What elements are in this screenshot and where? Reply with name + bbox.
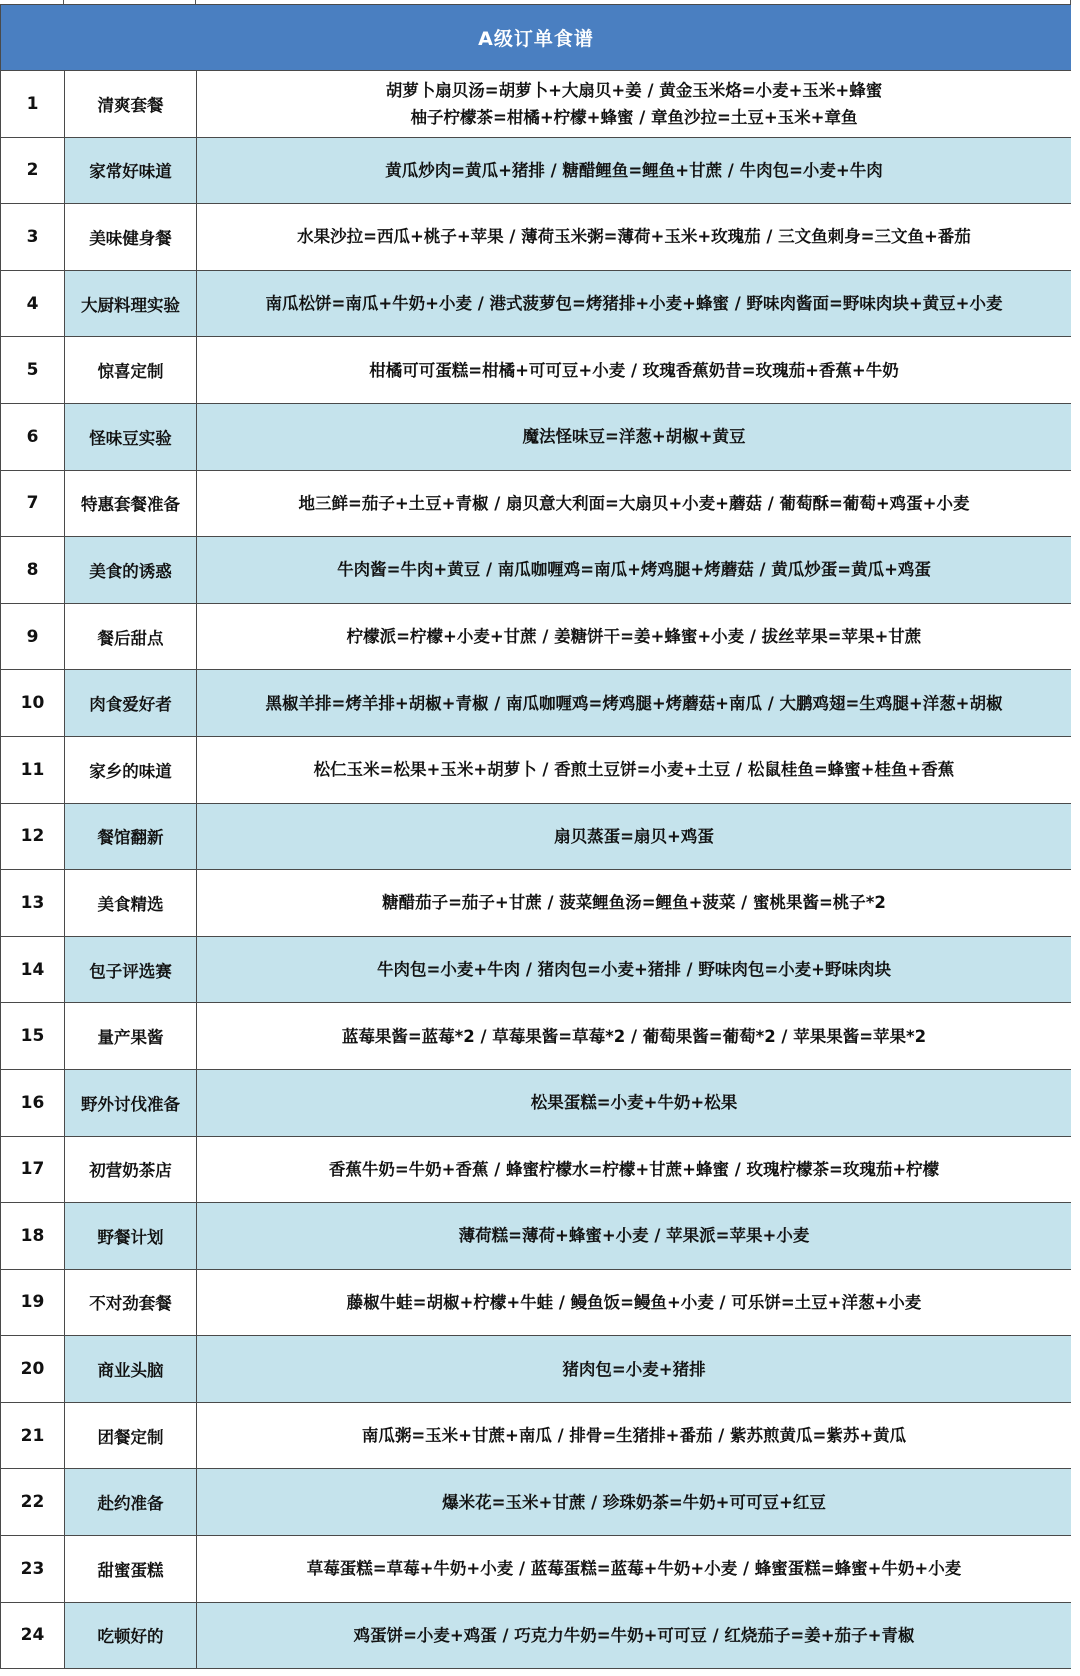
order-name-cell: 野餐计划 <box>65 1203 197 1270</box>
table-row <box>1 1003 1072 1070</box>
recipe-line: 柠檬派=柠檬+小麦+甘蔗 / 姜糖饼干=姜+蜂蜜+小麦 / 拔丝苹果=苹果+甘蔗 <box>346 627 922 647</box>
order-number-cell: 5 <box>1 337 65 404</box>
recipes-cell <box>197 1602 1072 1669</box>
order-name-cell: 清爽套餐 <box>65 71 197 138</box>
order-name-cell: 大厨料理实验 <box>65 270 197 337</box>
order-number-cell: 9 <box>1 603 65 670</box>
table-row <box>1 1269 1072 1336</box>
table-row <box>1 470 1072 537</box>
order-number-cell: 15 <box>1 1003 65 1070</box>
order-number-cell: 8 <box>1 537 65 604</box>
recipe-table <box>0 4 1071 1669</box>
recipe-line: 松果蛋糕=小麦+牛奶+松果 <box>530 1093 738 1113</box>
order-name-cell: 美食精选 <box>65 870 197 937</box>
table-row <box>1 936 1072 1003</box>
recipe-line: 柚子柠檬茶=柑橘+柠檬+蜂蜜 / 章鱼沙拉=土豆+玉米+章鱼 <box>410 107 858 127</box>
recipes-cell <box>197 137 1072 204</box>
order-name-cell: 惊喜定制 <box>65 337 197 404</box>
order-number-cell: 19 <box>1 1269 65 1336</box>
order-number-cell: 7 <box>1 470 65 537</box>
recipes-cell <box>197 1203 1072 1270</box>
table-row <box>1 670 1072 737</box>
order-number-cell: 12 <box>1 803 65 870</box>
order-name-cell: 赴约准备 <box>65 1469 197 1536</box>
recipe-line: 牛肉酱=牛肉+黄豆 / 南瓜咖喱鸡=南瓜+烤鸡腿+烤蘑菇 / 黄瓜炒蛋=黄瓜+鸡蛋 <box>337 560 931 580</box>
recipes-cell <box>197 803 1072 870</box>
order-number-cell: 14 <box>1 936 65 1003</box>
recipes-cell <box>197 403 1072 470</box>
table-row <box>1 1336 1072 1403</box>
recipe-line: 地三鲜=茄子+土豆+青椒 / 扇贝意大利面=大扇贝+小麦+蘑菇 / 葡萄酥=葡萄+鸡蛋+小麦 <box>298 493 970 513</box>
table-row <box>1 1136 1072 1203</box>
recipe-table-body <box>1 71 1072 1669</box>
order-number-cell: 22 <box>1 1469 65 1536</box>
recipes-cell <box>197 1536 1072 1603</box>
recipes-cell <box>197 603 1072 670</box>
order-name-cell: 家常好味道 <box>65 137 197 204</box>
order-number-cell: 24 <box>1 1602 65 1669</box>
recipe-line: 爆米花=玉米+甘蔗 / 珍珠奶茶=牛奶+可可豆+红豆 <box>442 1492 826 1512</box>
order-name-cell: 初营奶茶店 <box>65 1136 197 1203</box>
recipe-line: 薄荷糕=薄荷+蜂蜜+小麦 / 苹果派=苹果+小麦 <box>458 1226 810 1246</box>
recipes-cell <box>197 670 1072 737</box>
table-row <box>1 270 1072 337</box>
table-row <box>1 1536 1072 1603</box>
table-row <box>1 870 1072 937</box>
recipe-line: 南瓜松饼=南瓜+牛奶+小麦 / 港式菠萝包=烤猪排+小麦+蜂蜜 / 野味肉酱面=野味肉块+黄豆+小麦 <box>265 294 1003 314</box>
order-number-cell: 17 <box>1 1136 65 1203</box>
order-name-cell: 包子评选赛 <box>65 936 197 1003</box>
table-row <box>1 403 1072 470</box>
order-number-cell: 2 <box>1 137 65 204</box>
recipes-cell <box>197 936 1072 1003</box>
recipes-cell <box>197 204 1072 271</box>
recipe-line: 草莓蛋糕=草莓+牛奶+小麦 / 蓝莓蛋糕=蓝莓+牛奶+小麦 / 蜂蜜蛋糕=蜂蜜+牛奶+小麦 <box>306 1559 962 1579</box>
table-title-row <box>1 5 1072 71</box>
order-number-cell: 6 <box>1 403 65 470</box>
order-number-cell: 20 <box>1 1336 65 1403</box>
table-row <box>1 736 1072 803</box>
table-row <box>1 1469 1072 1536</box>
order-name-cell: 怪味豆实验 <box>65 403 197 470</box>
recipes-cell <box>197 736 1072 803</box>
recipe-line: 香蕉牛奶=牛奶+香蕉 / 蜂蜜柠檬水=柠檬+甘蔗+蜂蜜 / 玫瑰柠檬茶=玫瑰茄+柠檬 <box>328 1159 940 1179</box>
order-name-cell: 团餐定制 <box>65 1402 197 1469</box>
recipe-line: 黑椒羊排=烤羊排+胡椒+青椒 / 南瓜咖喱鸡=烤鸡腿+烤蘑菇+南瓜 / 大鹏鸡翅=生鸡腿+洋葱+胡椒 <box>265 693 1003 713</box>
recipes-cell <box>197 1469 1072 1536</box>
recipes-cell <box>197 537 1072 604</box>
order-name-cell: 特惠套餐准备 <box>65 470 197 537</box>
table-row <box>1 803 1072 870</box>
recipe-line: 藤椒牛蛙=胡椒+柠檬+牛蛙 / 鳗鱼饭=鳗鱼+小麦 / 可乐饼=土豆+洋葱+小麦 <box>346 1292 922 1312</box>
recipes-cell <box>197 1402 1072 1469</box>
order-number-cell: 18 <box>1 1203 65 1270</box>
order-name-cell: 餐馆翻新 <box>65 803 197 870</box>
recipes-cell <box>197 1269 1072 1336</box>
order-number-cell: 10 <box>1 670 65 737</box>
recipes-cell <box>197 1069 1072 1136</box>
table-row <box>1 204 1072 271</box>
order-name-cell: 商业头脑 <box>65 1336 197 1403</box>
table-row <box>1 1402 1072 1469</box>
recipe-line: 黄瓜炒肉=黄瓜+猪排 / 糖醋鲤鱼=鲤鱼+甘蔗 / 牛肉包=小麦+牛肉 <box>385 160 883 180</box>
order-name-cell: 家乡的味道 <box>65 736 197 803</box>
order-number-cell: 4 <box>1 270 65 337</box>
order-name-cell: 量产果酱 <box>65 1003 197 1070</box>
table-row <box>1 1602 1072 1669</box>
order-name-cell: 餐后甜点 <box>65 603 197 670</box>
recipes-cell <box>197 470 1072 537</box>
page-margin <box>1071 0 1080 1676</box>
order-name-cell: 甜蜜蛋糕 <box>65 1536 197 1603</box>
recipes-cell <box>197 337 1072 404</box>
recipe-line: 扇贝蒸蛋=扇贝+鸡蛋 <box>554 826 714 846</box>
table-row <box>1 137 1072 204</box>
recipe-line: 南瓜粥=玉米+甘蔗+南瓜 / 排骨=生猪排+番茄 / 紫苏煎黄瓜=紫苏+黄瓜 <box>361 1426 907 1446</box>
recipe-line: 魔法怪味豆=洋葱+胡椒+黄豆 <box>522 427 746 447</box>
recipe-line: 糖醋茄子=茄子+甘蔗 / 菠菜鲤鱼汤=鲤鱼+菠菜 / 蜜桃果酱=桃子*2 <box>382 893 886 913</box>
recipe-line: 水果沙拉=西瓜+桃子+苹果 / 薄荷玉米粥=薄荷+玉米+玫瑰茄 / 三文鱼刺身=三文鱼+番茄 <box>297 227 971 247</box>
order-name-cell: 吃顿好的 <box>65 1602 197 1669</box>
order-number-cell: 3 <box>1 204 65 271</box>
recipes-cell <box>197 1003 1072 1070</box>
recipes-cell <box>197 1136 1072 1203</box>
order-name-cell: 野外讨伐准备 <box>65 1069 197 1136</box>
order-number-cell: 21 <box>1 1402 65 1469</box>
recipe-line: 胡萝卜扇贝汤=胡萝卜+大扇贝+姜 / 黄金玉米烙=小麦+玉米+蜂蜜 <box>385 80 883 100</box>
recipe-line: 柑橘可可蛋糕=柑橘+可可豆+小麦 / 玫瑰香蕉奶昔=玫瑰茄+香蕉+牛奶 <box>369 360 899 380</box>
table-title: A级订单食谱 <box>1 5 1072 71</box>
table-row <box>1 71 1072 138</box>
recipe-line: 牛肉包=小麦+牛肉 / 猪肉包=小麦+猪排 / 野味肉包=小麦+野味肉块 <box>377 960 891 980</box>
order-name-cell: 肉食爱好者 <box>65 670 197 737</box>
recipe-line: 松仁玉米=松果+玉米+胡萝卜 / 香煎土豆饼=小麦+土豆 / 松鼠桂鱼=蜂蜜+桂鱼+香蕉 <box>313 760 955 780</box>
recipe-line: 鸡蛋饼=小麦+鸡蛋 / 巧克力牛奶=牛奶+可可豆 / 红烧茄子=姜+茄子+青椒 <box>353 1625 915 1645</box>
recipe-line: 蓝莓果酱=蓝莓*2 / 草莓果酱=草莓*2 / 葡萄果酱=葡萄*2 / 苹果果酱=苹果*2 <box>341 1026 927 1046</box>
order-number-cell: 11 <box>1 736 65 803</box>
order-number-cell: 13 <box>1 870 65 937</box>
table-row <box>1 1069 1072 1136</box>
table-row <box>1 337 1072 404</box>
order-name-cell: 美味健身餐 <box>65 204 197 271</box>
recipes-cell <box>197 71 1072 138</box>
recipes-cell <box>197 1336 1072 1403</box>
order-number-cell: 23 <box>1 1536 65 1603</box>
table-row <box>1 537 1072 604</box>
order-name-cell: 不对劲套餐 <box>65 1269 197 1336</box>
recipes-cell <box>197 870 1072 937</box>
recipe-line: 猪肉包=小麦+猪排 <box>562 1359 706 1379</box>
order-number-cell: 1 <box>1 71 65 138</box>
table-row <box>1 1203 1072 1270</box>
order-number-cell: 16 <box>1 1069 65 1136</box>
table-row <box>1 603 1072 670</box>
order-name-cell: 美食的诱惑 <box>65 537 197 604</box>
recipes-cell <box>197 270 1072 337</box>
